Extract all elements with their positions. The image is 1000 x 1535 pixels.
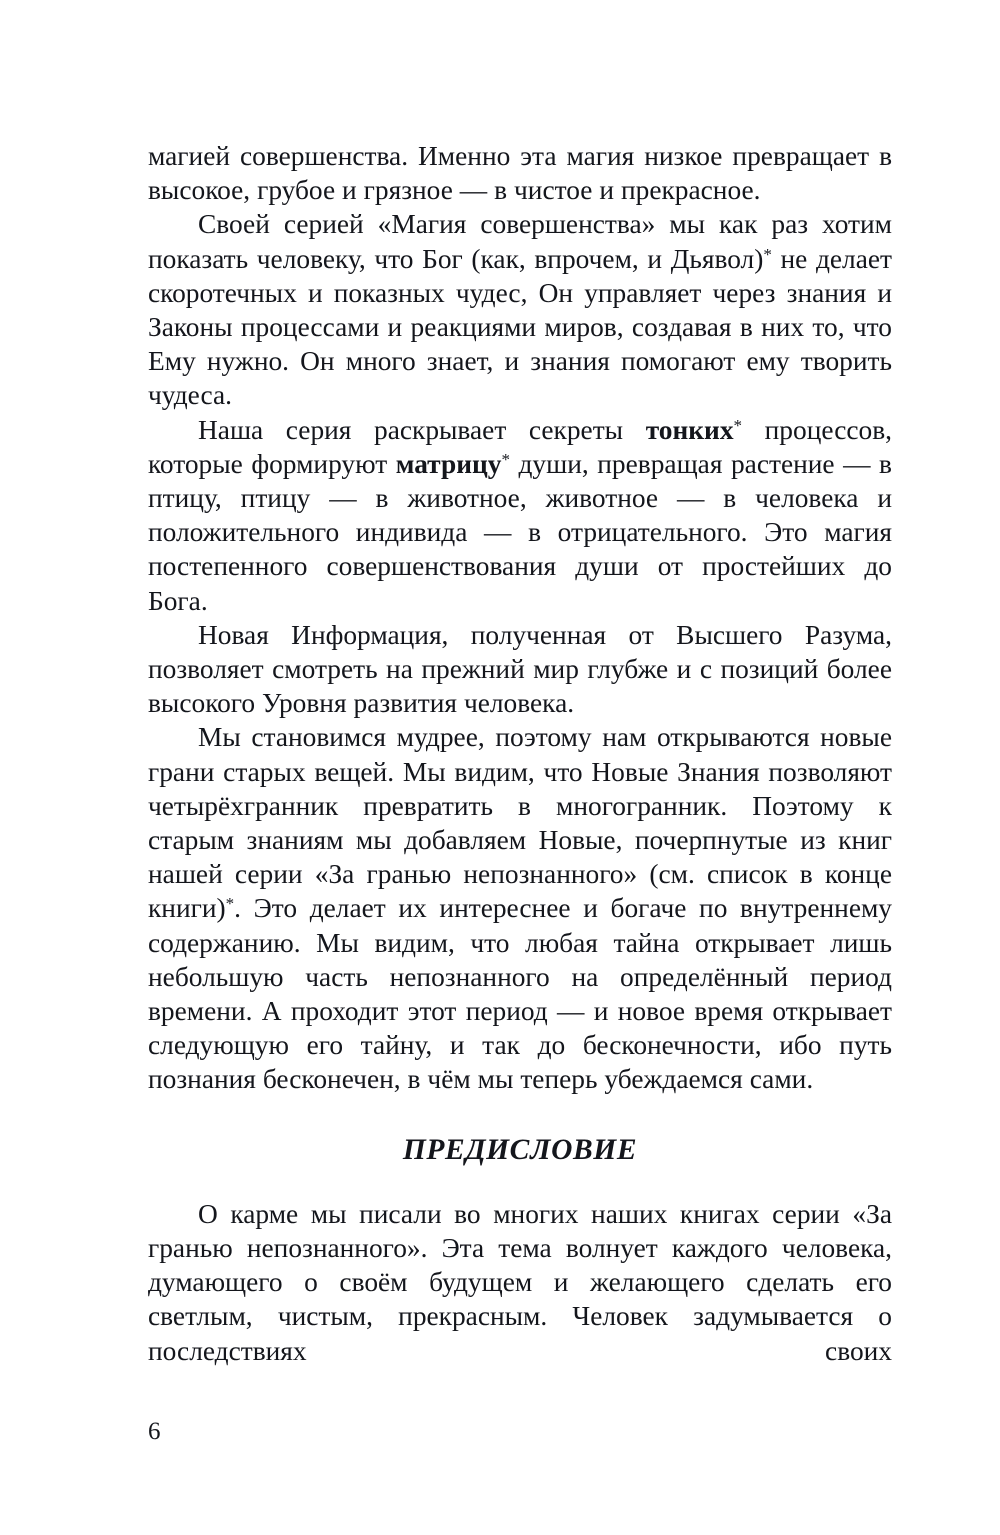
paragraph-text-part-2: не делает скоротечных и показных чудес, Он управляет через знания и Законы процессами и реакциями миров, создавая в них то, что Ему нужно. Он много знает, и знания помогают ему творить чудеса. [148, 243, 892, 411]
footnote-marker: * [763, 244, 772, 264]
paragraph-magic-series [148, 207, 892, 412]
paragraph-text: Новая Информация, полученная от Высшего Разума, позволяет смотреть на прежний мир глубже и с позиций более высокого Уровня развития человека. [148, 619, 892, 719]
paragraph-new-information [148, 618, 892, 721]
paragraph-text: магией совершенства. Именно эта магия низкое превращает в высокое, грубое и грязное — в чистое и прекрасное. [148, 141, 892, 206]
paragraph-text-part-3: души, превращая растение — в птицу, птицу — в животное, животное — в человека и положительного индивида — в отрицательного. Это магия постепенного совершенствования души от простейших до Бога. [148, 448, 892, 616]
paragraph-text-part-2: процессов, которые формируют [148, 414, 892, 479]
paragraph-text-part-1: Наша серия раскрывает секреты [198, 414, 646, 445]
paragraph-text-part-1: Своей серией «Магия совершенства» мы как раз хотим показать человеку, что Бог (как, впрочем, и Дьявол) [148, 209, 892, 274]
paragraph-text-part-2: . Это делает их интереснее и богаче по внутреннему содержанию. Мы видим, что любая тайна открывает лишь небольшую часть непознанного на определённый период времени. А проходит этот период — и новое время открывает следующую его тайну, и так до бесконечности, ибо путь познания бесконечен, в чём мы теперь убеждаемся сами. [148, 893, 892, 1095]
page-text-body [148, 139, 892, 1368]
paragraph-subtle-processes [148, 413, 892, 618]
spacer-above-heading [148, 1097, 892, 1133]
section-heading-preface: ПРЕДИСЛОВИЕ [402, 1133, 638, 1166]
footnote-marker: * [501, 450, 510, 470]
spacer-below-heading [148, 1167, 892, 1197]
page-number: 6 [148, 1418, 161, 1445]
emphasis-matricu: матрицу [395, 448, 502, 479]
paragraph-text-part-1: Мы становимся мудрее, поэтому нам открываются новые грани старых вещей. Мы видим, что Новые Знания позволяют четырёхгранник превратить в многогранник. Поэтому к старым знаниям мы добавляем Новые, почерпнутые из книг нашей серии «За гранью непознанного» (см. список в конце книги) [148, 722, 892, 924]
footnote-marker: * [225, 894, 235, 914]
paragraph-text: О карме мы писали во многих наших книгах серии «За гранью непознанного». Эта тема волнует каждого человека, думающего о своём будущем и желающего сделать его светлым, чистым, прекрасным. Человек задумывается о последствиях своих [148, 1198, 892, 1366]
footnote-marker: * [733, 415, 743, 435]
paragraph-becoming-wiser [148, 720, 892, 1096]
emphasis-tonkih: тонких [645, 414, 734, 445]
paragraph-about-karma [148, 1197, 892, 1368]
paragraph-continued [148, 139, 892, 207]
